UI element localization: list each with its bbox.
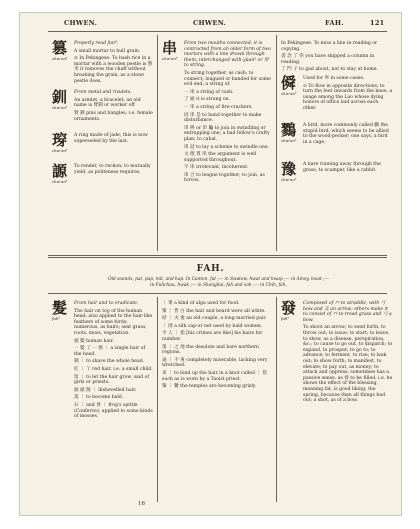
- entry-chwan-pekingese: [281, 41, 393, 73]
- headword-romanization: chw'an⁴: [52, 148, 68, 154]
- headword-romanization: chw'an⁴: [52, 56, 68, 61]
- entry-chwan-armlet: [52, 90, 153, 130]
- dictionary-page: [19, 12, 402, 516]
- entry-line: 落 ｜ to become bald.: [74, 395, 124, 401]
- entry-chwan-bird: [281, 120, 393, 159]
- section-subtitle-2: in Fuhchau, hwak ;— in Shanghai, fah and vah ;— in Chih, fah.: [150, 283, 287, 288]
- entry-line: 了 通 it is strung on.: [184, 97, 231, 103]
- entry-line: 不 串 irrelevant, incoherent.: [184, 165, 249, 171]
- bottom-column-1: [52, 301, 153, 423]
- headword-character: 篡: [52, 39, 68, 57]
- entry-line: To string together, as cash; to connect; leagued or banded for some evil end; a string of.: [184, 70, 271, 88]
- entry-line: A ring made of jade; this is now superseded by the last.: [74, 133, 148, 144]
- entry-line: ⊙ To flow in opposite directions; to turn the feet inwards from the knee, a usage among the Lao whose dying honors of office laid across each other.: [303, 83, 393, 111]
- entry-chwan-hare: [281, 159, 393, 188]
- entry-line: From metal and rivulets.: [74, 90, 132, 96]
- entry-line: A small mortar to hull grain.: [74, 48, 141, 54]
- headword-character: 豫: [281, 159, 297, 178]
- entry-line: Used for 舛 in some cases.: [303, 75, 365, 81]
- entry-line: 毫 ｜ 不 爽 completely miserable, lacking very wretched.: [162, 357, 268, 369]
- headword-character: 瑏: [52, 131, 68, 150]
- entry-line: 頭 髮 human hair.: [74, 338, 114, 344]
- entry-line: 鬚 ｜ 鬢 the temples are becoming grizly.: [162, 384, 257, 390]
- entry-chwan-jade-ring: [52, 133, 153, 161]
- headword-character: 串: [162, 39, 178, 57]
- section-rule-top: [48, 255, 387, 256]
- entry-line: 結 ｜ 夫 妻 an old couple, a long married pair.: [162, 316, 267, 322]
- header-rule: [48, 31, 387, 32]
- top-column-1: [52, 41, 153, 195]
- section-rule-bottom: [48, 293, 387, 294]
- headword-character: 發: [281, 299, 297, 317]
- entry-line: To shoot an arrow; to send forth, to throw out; to issue; to start; to leave, to show, as a disease, perspiration, &c.; to cause to go out, to dispatch; to expand, to prosper; to go to; to advance; to ferment, to rise; to leak out; to show forth; to manifest, to elevate; to pay out, as money; to attack and oppress; sometimes has a passive sense, as 發 to be filled, i.e. he shows the effect of the blessing, meaning fat, is good liking; the spring, because then all things bud out; a shot, as of a bow.: [303, 325, 393, 404]
- headword-romanization: chw'an⁴: [162, 56, 178, 61]
- entry-line: 令 人 ｜ 指 [his crimes are like] his hairs for number.: [162, 331, 263, 342]
- section-title: FAH.: [196, 264, 225, 274]
- header-center: CHWEN.: [193, 19, 227, 27]
- entry-line: An armlet, a bracelet; an old name is 臂釧 or worker off: [74, 97, 141, 109]
- footer-page-number: 16: [138, 501, 145, 507]
- entry-line: Properly read fan⁴.: [74, 41, 119, 46]
- entry-line: 串 合 to league together; to join, as forces.: [184, 172, 265, 184]
- entry-line: 蓬 ｜ 之 地 the desolate and bare northern regions.: [162, 344, 259, 356]
- top-column-3: [281, 41, 393, 191]
- headword-character: 髮: [52, 299, 68, 317]
- entry-chwan-opposite: [281, 73, 393, 120]
- section-rule-top-double: [48, 257, 387, 258]
- entry-chwan-string: [162, 41, 272, 184]
- entry-fah-compounds: [162, 301, 272, 390]
- entry-line: 留 ｜ to let the hair grow, said of girls or priests.: [74, 374, 150, 386]
- entry-line: 束 ｜ to bind up the hair in a knot called ｜ 髻 such as is worn by a Taoist priest.: [162, 370, 268, 382]
- entry-line: 串 哄 or 串 騙 to join in swindling or entrapping one; a bad fellow's crafty plan; to cabal.: [184, 125, 270, 142]
- entry-line: 剃 ｜ to shave the whole head.: [74, 359, 145, 365]
- column-divider-4: [276, 297, 277, 502]
- entry-fah-issue: [281, 301, 393, 404]
- bottom-column-3: [281, 301, 393, 407]
- headword-character: 釧: [52, 88, 68, 107]
- entry-line: The hair on top of the human head; also applied to the hair-like feathers of some birds; numerous, as hairs; seat grass, roots, moss, vegetation.: [74, 308, 153, 336]
- entry-line: ｜ 菜 a kind of alga used for food.: [162, 301, 240, 306]
- bottom-column-2: [162, 301, 272, 393]
- entry-line: 一 串 a string of cash.: [184, 89, 234, 95]
- entry-line: 一 髮 了 一 揍 ｜ a single hair of the head.: [74, 346, 146, 357]
- entry-chwan-mortar: [52, 41, 153, 84]
- entry-line: 書 念 了 你 you have skipped a column in reading.: [281, 54, 375, 65]
- headword-character: 僢: [281, 73, 297, 92]
- entry-line: Composed of 癶 to straddle, with 弓 bow and 殳 an arrow; others make it to consist of 癶 to tread grass and 弓 a bow.: [303, 301, 392, 323]
- entry-line: 鬚 ｜ 皆 白 the hair and beard were all white.: [162, 308, 266, 314]
- entry-line: ⊙ In Pekingese. To bash rice in a mortar with a wooden pestle is 篡 米 it removes the chaff without breaking the grain, as a stone pestle does.: [74, 56, 153, 84]
- entry-line: 石 ｜ and 香 ｜ frog's spittle (Conferve); applied to some kinds of mosses.: [74, 402, 153, 420]
- headword-romanization: chw'an⁴: [52, 105, 68, 111]
- headword-romanization: chw'an⁴: [281, 176, 297, 182]
- entry-line: 披 頭 散 ｜ dishevelled hair.: [74, 387, 137, 393]
- entry-chwan-render: [52, 164, 153, 192]
- entry-line: ｜ 削 a silk cap or net used by bald women.: [162, 323, 263, 329]
- page-number: 121: [370, 19, 385, 27]
- entry-line: 文 理 貫 串 the argument is well supported throughout.: [184, 152, 257, 163]
- entry-fah-hair: [52, 301, 153, 420]
- entry-line: A bird, more commonly called 鸕 the stupid bird, which seems to be allied to the wood-pecker; one says, a bird in a cage.: [303, 122, 389, 145]
- column-divider-2: [276, 35, 277, 251]
- headword-romanization: chw'an⁴: [281, 90, 297, 96]
- entry-line: 串 話 to lay a scheme to swindle one.: [184, 144, 270, 150]
- headword-romanization: chw'an⁴: [52, 179, 68, 185]
- header-right-title: FAH.: [325, 19, 344, 27]
- headword-romanization: fah⁴: [281, 316, 289, 321]
- entry-line: From two mouths connected; it is contracted from an older form of two mortars with a line drawn through them; interchanged with yüan² or 穿 to string.: [184, 41, 271, 69]
- entry-line: To render, to reckon; to mutually yield, as politeness requires.: [74, 164, 151, 175]
- section-subtitle-1: Old sounds, pat, pap, mit, and hap. In Canton, fat ;— in Swatow, hwat and hwap ;— in Amoy, hwat ;—: [108, 277, 329, 282]
- entry-line: 一 串 a string of fire-crackers.: [184, 104, 253, 110]
- entry-line: From hair and to eradicate.: [74, 301, 139, 306]
- entry-line: A hare running away through the grass; to scamper, like a rabbit.: [303, 161, 381, 173]
- entry-line: In Pekingese. To miss a line in reading or copying.: [281, 41, 378, 52]
- entry-line: 紅 ｜ 丫 red hair, i.e. a small child.: [74, 366, 153, 372]
- headword-romanization: fah⁴: [52, 316, 60, 321]
- entry-line: 臂 釧 pins and bangles; i.e. female ornaments.: [74, 110, 153, 122]
- header-left: CHWEN.: [64, 19, 98, 27]
- headword-romanization: chw'an⁴: [281, 137, 297, 143]
- column-divider-1: [157, 35, 158, 251]
- entry-line: 了 門 子 to gad about, not to stay at home.: [281, 67, 378, 73]
- top-column-2: [162, 41, 272, 187]
- headword-character: 謜: [52, 162, 68, 181]
- column-divider-3: [157, 297, 158, 502]
- entry-line: 同 串 是 to band together to make disturbance.: [184, 112, 262, 124]
- headword-character: 鷚: [281, 120, 297, 139]
